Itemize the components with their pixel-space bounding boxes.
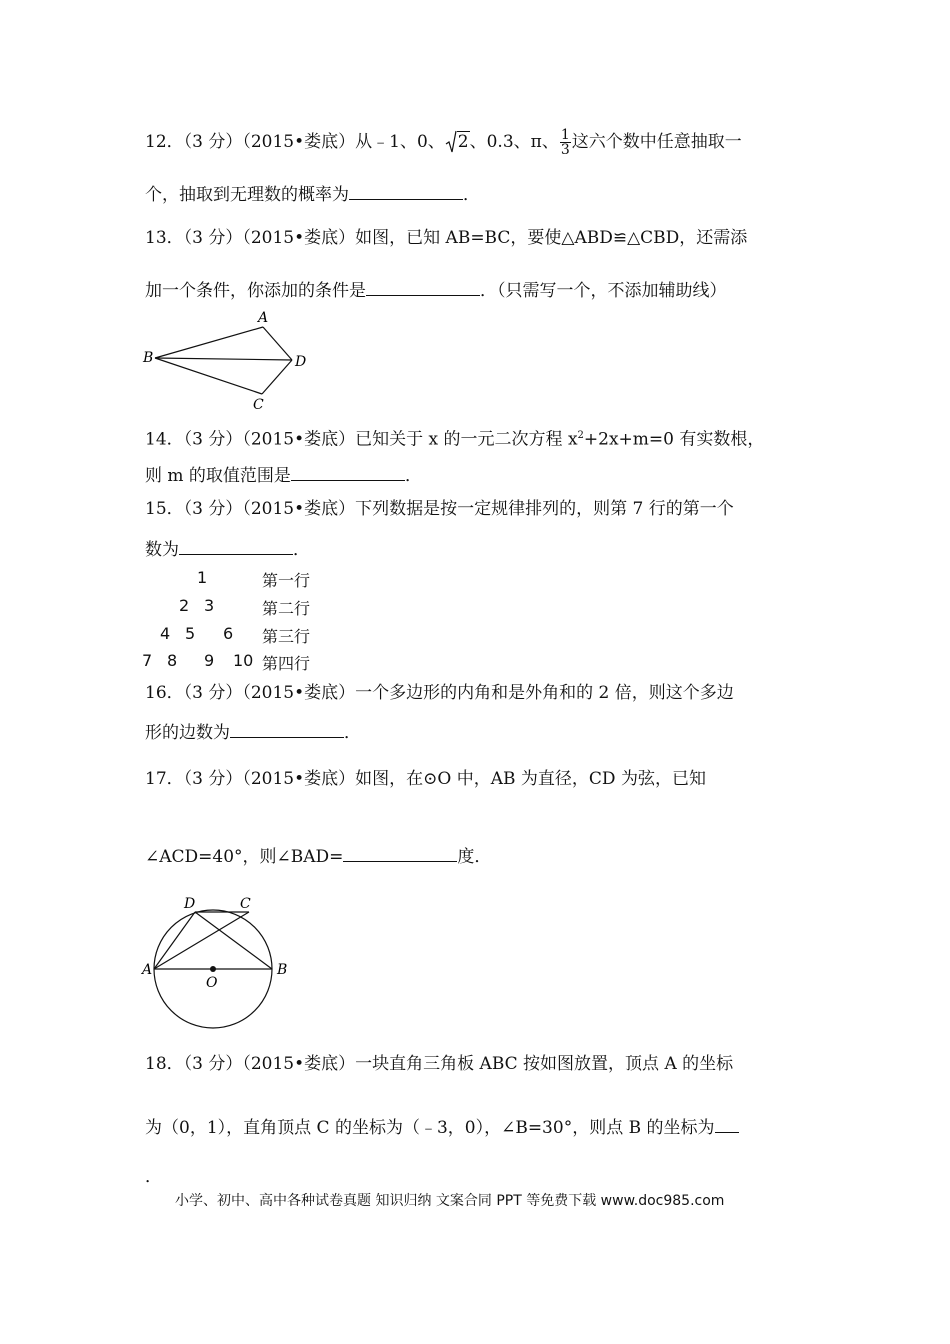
pattern-number: 3 — [204, 596, 215, 615]
fraction-numerator: 1 — [560, 127, 570, 143]
page-footer: 小学、初中、高中各种试卷真题 知识归纳 文案合同 PPT 等免费下载 www.doc985.com — [175, 1193, 725, 1209]
q12-line-1 — [145, 128, 742, 157]
q14-text-c: 则 m 的取值范围是 — [145, 466, 291, 486]
q17-text-b: 度． — [457, 847, 492, 867]
q17-label-d: D — [184, 896, 196, 912]
q17-label-a: A — [142, 962, 153, 978]
q13-quadrilateral-figure — [140, 308, 320, 414]
q13-label-d: D — [295, 354, 307, 370]
q15-line-1: 15．（3 分）（2015•娄底）下列数据是按一定规律排列的，则第 7 行的第一个 — [145, 499, 734, 519]
sqrt-symbol — [445, 130, 470, 154]
q17-answer-blank[interactable] — [343, 843, 457, 862]
q15-text-a: 数为 — [145, 540, 179, 560]
pattern-number: 10 — [233, 651, 254, 670]
q14-text-a: 14．（3 分）（2015•娄底）已知关于 x 的一元二次方程 x — [145, 429, 578, 450]
q17-label-b: B — [277, 962, 288, 978]
q13-line-1: 13．（3 分）（2015•娄底）如图，已知 AB=BC，要使△ABD≌△CBD，还需添 — [145, 228, 748, 248]
q14-answer-blank[interactable] — [291, 462, 405, 481]
q16-text-a: 形的边数为 — [145, 723, 230, 743]
q13-answer-blank[interactable] — [366, 277, 480, 296]
q13-text-a: 加一个条件，你添加的条件是 — [145, 281, 366, 301]
q17-text-a: ∠ACD=40°，则∠BAD= — [145, 847, 344, 867]
pattern-row-label: 第一行 — [262, 571, 311, 590]
pattern-row-label: 第四行 — [262, 654, 311, 673]
q16-line-2 — [145, 719, 361, 745]
q16-answer-blank[interactable] — [230, 719, 344, 738]
pattern-number: 6 — [223, 624, 234, 643]
fraction-denominator: 3 — [560, 142, 570, 158]
q14-line-1 — [145, 424, 764, 452]
q17-line-1: 17．（3 分）（2015•娄底）如图，在⊙O 中，AB 为直径，CD 为弦，已知 — [145, 769, 706, 789]
q13-line-2 — [145, 277, 727, 303]
pattern-number: 5 — [185, 624, 196, 643]
q15-period: ． — [293, 540, 310, 560]
q18-line-3: ． — [145, 1167, 162, 1187]
pattern-number: 7 — [142, 651, 153, 670]
q13-text-b: ．（只需写一个，不添加辅助线） — [480, 281, 727, 301]
pattern-number: 8 — [167, 651, 178, 670]
q12-text-a: 12．（3 分）（2015•娄底）从﹣1、0、 — [145, 132, 445, 152]
q14-exponent: 2 — [577, 430, 584, 441]
q14-text-b: +2x+m=0 有实数根， — [583, 429, 765, 450]
q18-answer-blank[interactable] — [715, 1114, 739, 1133]
q12-line-2 — [145, 181, 480, 207]
q17-line-2 — [145, 843, 491, 869]
q15-line-2 — [145, 536, 310, 562]
q13-label-c: C — [253, 397, 264, 413]
sqrt-radicand: 2 — [457, 132, 469, 152]
q12-answer-blank[interactable] — [349, 181, 463, 200]
q14-period: ． — [404, 466, 422, 486]
q12-text-c: 这六个数中任意抽取一 — [571, 132, 742, 152]
q18-line-1: 18．（3 分）（2015•娄底）一块直角三角板 ABC 按如图放置，顶点 A 的坐标 — [145, 1054, 734, 1074]
pattern-number: 2 — [179, 596, 190, 615]
q16-period: ． — [344, 723, 361, 743]
q18-line-2 — [145, 1114, 739, 1140]
q18-text-a: 为（0，1），直角顶点 C 的坐标为（﹣3，0），∠B=30°，则点 B 的坐标为 — [145, 1118, 715, 1138]
q12-period: ． — [463, 185, 480, 205]
pattern-row-label: 第三行 — [262, 627, 311, 646]
q13-label-a: A — [258, 310, 269, 326]
q14-line-2 — [145, 462, 422, 488]
q12-text-b: 、0.3、π、 — [469, 132, 559, 152]
q17-label-o: O — [206, 975, 218, 991]
q15-answer-blank[interactable] — [179, 536, 293, 555]
pattern-number: 4 — [160, 624, 171, 643]
fraction-one-third — [560, 128, 571, 157]
pattern-number: 1 — [197, 568, 208, 587]
q17-circle-figure — [140, 892, 300, 1037]
q12-text-d: 个，抽取到无理数的概率为 — [145, 185, 349, 205]
pattern-row-label: 第二行 — [262, 599, 311, 618]
pattern-number: 9 — [204, 651, 215, 670]
q13-label-b: B — [143, 350, 154, 366]
q17-label-c: C — [240, 896, 251, 912]
q16-line-1: 16．（3 分）（2015•娄底）一个多边形的内角和是外角和的 2 倍，则这个多边 — [145, 683, 734, 703]
